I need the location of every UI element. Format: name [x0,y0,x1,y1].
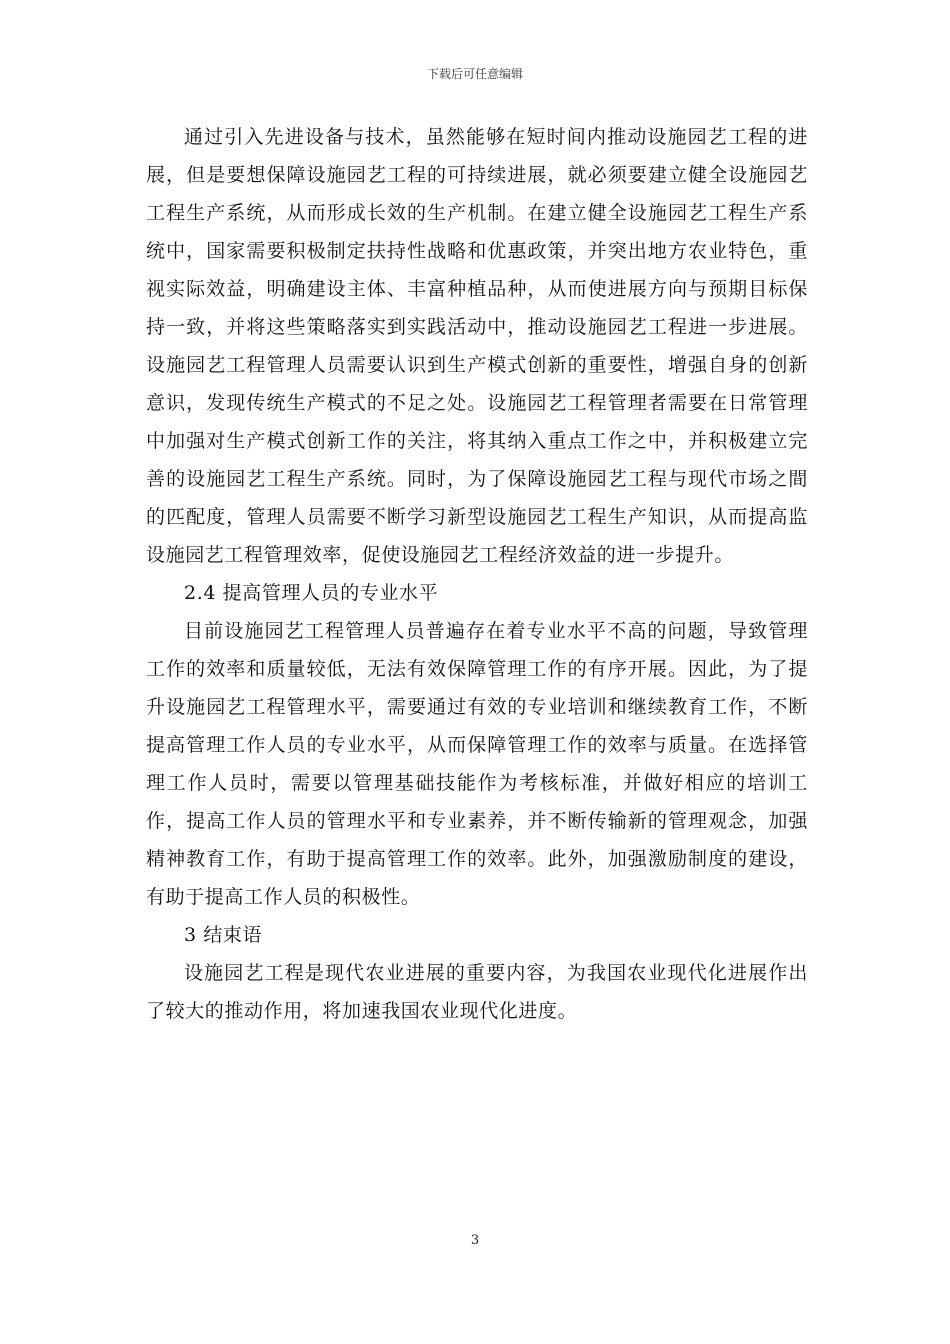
paragraph-conclusion: 设施园艺工程是现代农业进展的重要内容，为我国农业现代化进展作出了较大的推动作用，将加速我国农业现代化进度。 [146,962,808,1022]
section-heading-2-4: 2.4 提高管理人员的专业水平 [184,582,439,604]
page-header: 下载后可任意编辑 [426,67,523,81]
section-heading-3: 3 结束语 [184,924,263,946]
document-body [146,118,808,1030]
page-number: 3 [470,1233,480,1248]
paragraph-production-system: 通过引入先进设备与技术，虽然能够在短时间内推动设施园艺工程的进展，但是要想保障设施园艺工程的可持续进展，就必须要建立健全设施园艺工程生产系统，从而形成长效的生产机制。在建立健全设施园艺工程生产系统中，国家需要积极制定扶持性战略和优惠政策，并突出地方农业特色，重视实际效益，明确建设主体、丰富种植品种，从而使进展方向与预期目标保持一致，并将这些策略落实到实践活动中，推动设施园艺工程进一步进展。设施园艺工程管理人员需要认识到生产模式创新的重要性，增强自身的创新意识，发现传统生产模式的不足之处。设施园艺工程管理者需要在日常管理中加强对生产模式创新工作的关注，将其纳入重点工作之中，并积极建立完善的设施园艺工程生产系统。同时，为了保障设施园艺工程与现代市场之間的匹配度，管理人员需要不断学习新型设施园艺工程生产知识，从而提高监设施园艺工程管理效率，促使设施园艺工程经济效益的进一步提升。 [146,126,808,566]
paragraph-management-skills: 目前设施园艺工程管理人员普遍存在着专业水平不高的问题，导致管理工作的效率和质量较低，无法有效保障管理工作的有序开展。因此，为了提升设施园艺工程管理水平，需要通过有效的专业培训和继续教育工作，不断提高管理工作人员的专业水平，从而保障管理工作的效率与质量。在选择管理工作人员时，需要以管理基础技能作为考核标准，并做好相应的培训工作，提高工作人员的管理水平和专业素养，并不断传输新的管理观念，加强精神教育工作，有助于提高管理工作的效率。此外，加强激励制度的建设，有助于提高工作人员的积极性。 [146,620,808,908]
